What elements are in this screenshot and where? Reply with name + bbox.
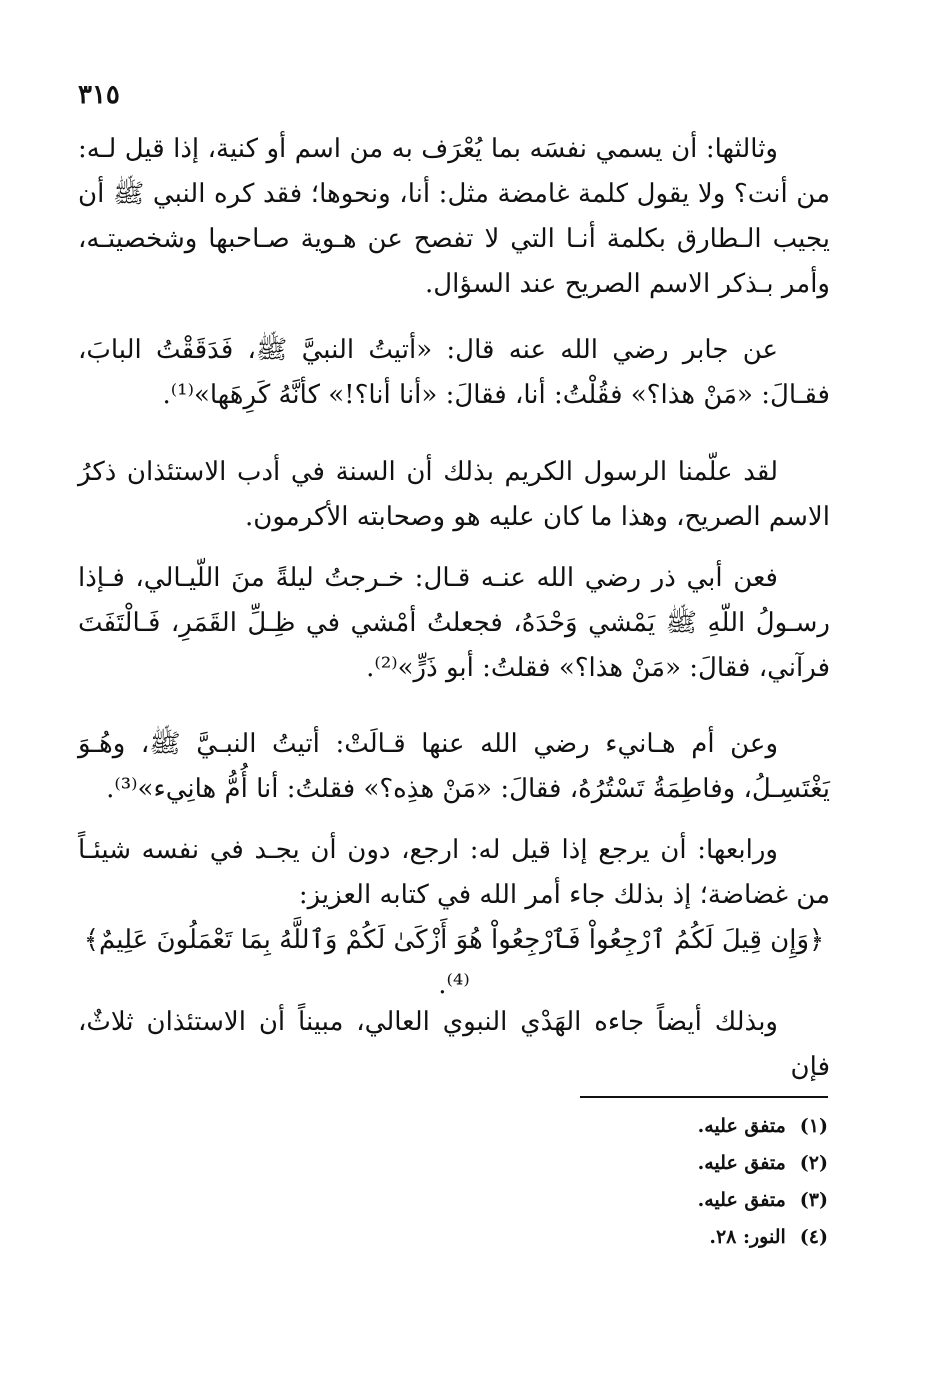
paragraph-text: وبذلك أيضاً جاءه الهَدْي النبوي العالي، مبيناً أن الاستئذان ثلاثٌ، فإن (78, 1007, 830, 1082)
paragraph-umm-hani-hadith (78, 722, 830, 812)
footnote-number: (٢) (799, 1152, 828, 1174)
paragraph-fourth-etiquette (78, 828, 830, 918)
paragraph-text: وعن أم هـانيء رضي الله عنها قـالَتْ: أتيتُ النبـيَّ ﷺ، وهُـوَ يَغْتَسِـلُ، وفاطِمَةُ تَسْتُرُهُ، فقالَ: «مَنْ هذِه؟» فقلتُ: أنا أُمُّ هانِيء»⁽³⁾. (78, 729, 830, 804)
footnote-item (78, 1182, 828, 1219)
footnote-separator (580, 1096, 828, 1098)
footnote-item (78, 1108, 828, 1145)
paragraph-text: عن جابر رضي الله عنه قال: «أتيتُ النبيَّ ﷺ، فَدَقَقْتُ البابَ، فقـالَ: «مَنْ هذا؟» فقُلْتُ: أنا، فقالَ: «أنا أنا؟!» كأنَّهُ كَرِهَها»⁽¹⁾. (78, 335, 830, 410)
footnote-number: (٣) (799, 1189, 828, 1211)
paragraph-third-etiquette (78, 127, 830, 307)
footnote-text: متفق عليه. (697, 1152, 786, 1174)
footnote-text: النور: ٢٨. (709, 1226, 786, 1248)
footnote-item (78, 1145, 828, 1182)
paragraph-text: وثالثها: أن يسمي نفسَه بما يُعْرَف به من اسم أو كنية، إذا قيل لـه: من أنت؟ ولا يقول كلمة غامضة مثل: أنا، ونحوها؛ فقد كره النبي ﷺ أن يجيب الـطارق بكلمة أنـا التي لا تفصح عن هـوية صـاحبها وشخصيتـه، وأمر بـذكر الاسم الصريح عند السؤال. (78, 134, 831, 299)
footnote-text: متفق عليه. (697, 1115, 786, 1137)
page-number: ٣١٥ (78, 80, 120, 110)
paragraph-jabir-hadith (78, 328, 830, 418)
footnote-item (78, 1219, 828, 1256)
footnote-text: متفق عليه. (697, 1189, 786, 1211)
paragraph-lesson (78, 450, 830, 540)
paragraph-text: فعن أبي ذر رضي الله عنـه قـال: خـرجتُ ليلةً منَ اللّيـالي، فـإذا رسـولُ اللّهِ ﷺ يَمْشي وَحْدَهُ، فجعلتُ أمْشي في ظِـلِّ القَمَرِ، فَـالْتَفَتَ فرآني، فقالَ: «مَنْ هذا؟» فقلتُ: أبو ذَرٍّ»⁽²⁾. (78, 563, 830, 683)
paragraph-text: لقد علّمنا الرسول الكريم بذلك أن السنة في أدب الاستئذان ذكرُ الاسم الصريح، وهذا ما كان عليه هو وصحابته الأكرمون. (78, 457, 830, 532)
footnote-number: (٤) (799, 1226, 828, 1248)
footnote-number: (١) (799, 1115, 828, 1137)
paragraph-text: ورابعها: أن يرجع إذا قيل له: ارجع، دون أن يجـد في نفسه شيئـاً من غضاضة؛ إذ بذلك جاء أمر الله في كتابه العزيز: (78, 835, 830, 910)
quran-verse: ﴿وَإِن قِيلَ لَكُمُ ٱرْجِعُواْ فَٱرْجِعُواْ هُوَ أَزْكَىٰ لَكُمْ وَٱللَّهُ بِمَا تَعْمَلُونَ عَلِيمٌ﴾⁽⁴⁾. (83, 925, 825, 1000)
paragraph-abu-dharr-hadith (78, 556, 830, 691)
paragraph-continuation (78, 1000, 830, 1090)
footnotes (78, 1108, 828, 1256)
